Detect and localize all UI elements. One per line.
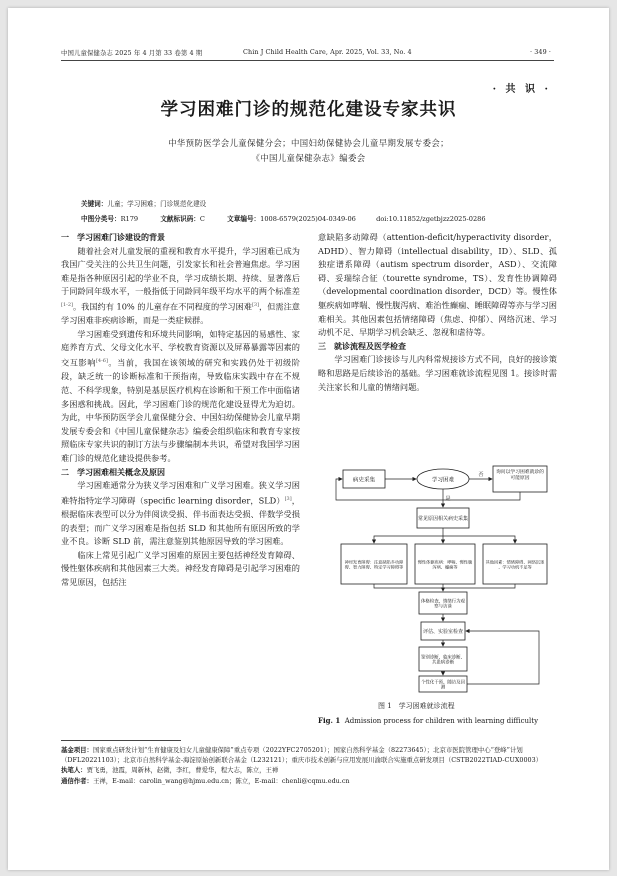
identifiers-line xyxy=(81,213,486,223)
footnotes xyxy=(61,745,555,786)
authors-line-1: 中华预防医学会儿童保健分会；中国妇幼保健协会儿童早期发展专委会； xyxy=(168,138,449,148)
figure-caption-cn: 图 1 学习困难就诊流程 xyxy=(378,702,455,710)
arrow-to-other xyxy=(443,536,515,543)
arrow-feedback-loop xyxy=(466,631,539,684)
label-other: 其他因素：情绪障碍、网络沉迷、学习动机不足等 xyxy=(485,559,545,570)
left-column xyxy=(61,231,300,590)
section-1-heading: 一 学习困难门诊建设的背景 xyxy=(61,233,165,242)
paragraph-3: 学习困难通常分为狭义学习困难和广义学习困难。狭义学习困难特指特定学习障碍（specific learning disorder，SLD）[3]，根据临床表型可以分为伴阅读受损、伴书面表达受损、伴数学受损的表型；而广义学习困难是指包括 SLD 和其他所有原因所致的学业不良。诊断 SLD 前，需注意鉴别其他原因导致的学习困难。 xyxy=(61,480,300,547)
journal-name-en: Chin J Child Health Care, Apr. 2025, Vol. 33, No. 4 xyxy=(243,48,412,56)
line-from-neuro xyxy=(374,584,443,588)
journal-name-cn: 中国儿童保健杂志 2025 年 4 月第 33 卷第 4 期 xyxy=(61,49,203,57)
label-intervention: 个性化干预、随访及回测 xyxy=(421,680,465,691)
label-history: 病史采集 xyxy=(352,477,376,484)
section-tag: · 共 识 · xyxy=(492,84,551,95)
page-number: · 349 · xyxy=(529,48,551,56)
figure-caption-en-label: Fig. 1 xyxy=(318,716,341,725)
fund-footnote: 基金项目：国家重点研发计划“生育健康及妇女儿童健康保障”重点专项（2022YFC2705201）；国家自然科学基金（82273645）；北京市医院管理中心“登峰”计划（DFL20221103）；北京市自然科学基金-海淀原始创新联合基金（L232121）；重庆市技术创新与应用发展川渝联合实施重点研发项目（CSTB2022TIAD-CUX0003） xyxy=(61,746,543,765)
label-common-check: 常见原因相关病史采集 xyxy=(417,516,469,522)
paragraph-4: 临床上常见引起广义学习困难的原因主要包括神经发育障碍、慢性躯体疾病和其他因素三大类。神经发育障碍是引起学习困难的常见原因，包括注 xyxy=(61,549,300,588)
label-no: 否 xyxy=(478,472,484,478)
label-chronic: 慢性体躯疾病：哮喘、慢性腹泻病、癫痫等 xyxy=(417,559,473,570)
clc-code: R179 xyxy=(120,215,139,223)
journal-page xyxy=(8,8,609,870)
section-2-heading: 二 学习困难相关概念及原因 xyxy=(61,467,165,477)
clc-label: 中图分类号： xyxy=(81,215,121,223)
doi: 10.11852/zgetbjzz2025-0286 xyxy=(388,215,486,223)
figure-caption-en: Fig. 1 Admission process for children with learning difficulty xyxy=(318,716,539,725)
label-neuro: 神经发育障碍：注意缺陷多动障碍、智力障碍、特定学习障碍等 xyxy=(344,559,404,570)
doi-label: doi: xyxy=(376,215,389,223)
paragraph-1: 随着社会对儿童发展的重视和教育水平提升，学习困难已成为我国广受关注的公共卫生问题，引发家长和社会普遍焦虑。学习困难是指各种原因引起的学业不良，学习成绩长期、持续、显著落后于同龄同年级水平，一般指低于同龄同年级平均水平的两个标准差[1-2]。我国约有 10% 的儿童存在不同程度的学习困难[3]，但需注意学习困难非疾病诊断，而是一类症候群。 xyxy=(61,245,300,326)
article-title: 学习困难门诊的规范化建设专家共识 xyxy=(160,100,457,120)
writers-footnote: 执笔人：贾飞勇，池霞，周新林，赵微，李红，曹爱华，程大志，陈立，王禅 xyxy=(61,766,279,775)
authors-line-2: 《中国儿童保健杂志》编委会 xyxy=(251,153,366,163)
right-column xyxy=(318,231,557,394)
arrow-to-neuro xyxy=(374,528,443,543)
article-no-label: 文章编号： xyxy=(227,215,261,223)
flowchart xyxy=(333,464,555,694)
section-3-heading: 三 就诊流程及医学检查 xyxy=(318,341,406,351)
keywords-line xyxy=(81,198,206,208)
article-number: 1008-6579(2025)04-0349-06 xyxy=(260,215,356,223)
paragraph-2: 学习困难受到遗传和环境共同影响，如特定基因的易感性、家庭养育方式、父母文化水平、学校教育资源以及屏幕暴露等因素的交互影响[4-6]。当前，我国在该领域的研究和实践仍处于初级阶段，缺乏统一的诊断标准和干预指南，导致临床实践中存在不规范、不科学现象，特别是基层医疗机构在诊断和干预工作中面临诸多困惑和挑战。因此，学习困难门诊的规范化建设显得尤为迫切。为此，中华预防医学会儿童保健分会、中国妇幼保健协会儿童早期发展专委会和《中国儿童保健杂志》编委会组织临床和教育专家按照临床专家共识的制订方法与步骤编制本共识，希望对我国学习困难门诊的规范化建设提供参考。 xyxy=(61,328,300,463)
label-physical: 体格检查、情绪行为观察与访谈 xyxy=(421,599,465,610)
label-decision: 学习困难 xyxy=(431,477,455,484)
label-assess: 评估、实验室检查 xyxy=(422,629,464,635)
contact-footnote: 通信作者：王禅，E-mail：carolin_wang@hjmu.edu.cn；陈立，E-mail：chenli@cqmu.edu.cn xyxy=(61,776,350,785)
flowchart-figure xyxy=(333,464,555,694)
paragraph-5: 意缺陷多动障碍（attention-deficit/hyperactivity disorder，ADHD）、智力障碍（intellectual disability，ID）、SLD、孤独症谱系障碍（autism spectrum disorder，ASD）、交流障碍、妥瑞综合征（tourette syndrome，TS）、发育性协调障碍（developmental coordination disorder，DCD）等。慢性体躯疾病如哮喘、慢性腹泻病、难治性癫痫、睡眠障碍等亦与学习困难相关。其他因素包括情绪障碍（焦虑、抑郁）、网络沉迷、学习动机不足、早期学习机会缺乏、忽视和虐待等。 xyxy=(318,232,557,338)
doc-code: C xyxy=(199,215,205,223)
header-rule xyxy=(61,60,554,61)
paragraph-6: 学习困难门诊接诊与儿内科常规接诊方式不同，良好的接诊策略和思路是后续诊治的基础。学习困难就诊流程见图 1。接诊时需关注家长和儿童的情绪问题。 xyxy=(318,354,557,392)
label-yes: 是 xyxy=(445,496,451,502)
footnote-rule xyxy=(61,740,181,741)
label-diagnosis: 鉴别诊断、临床诊断、共患病诊断 xyxy=(421,655,465,666)
line-from-other xyxy=(443,584,515,588)
doc-code-label: 文献标识码： xyxy=(160,215,200,223)
label-no-branch: 询问以学习困难就诊的可能原因 xyxy=(496,470,544,481)
keywords-label: 关键词： xyxy=(81,200,108,208)
keywords: 儿童；学习困难；门诊规范化建设 xyxy=(107,200,207,208)
